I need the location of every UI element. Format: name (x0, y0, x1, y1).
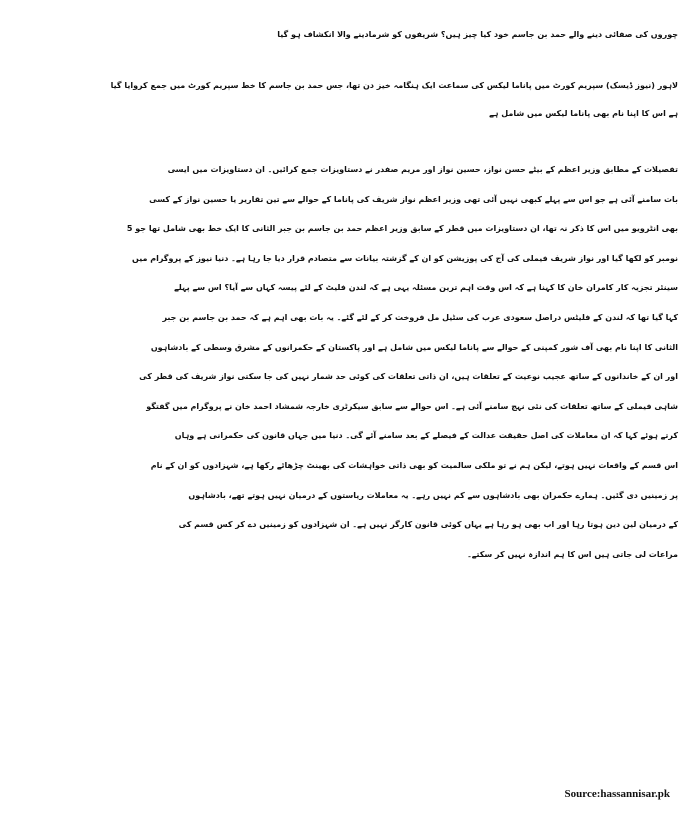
article-body (18, 155, 678, 569)
article-headline: چوروں کی صفائی دینے والے حمد بن جاسم خود کیا چیز ہیں؟ شریفوں کو شرمادینے والا انکشاف ہو گیا (277, 30, 678, 39)
body-line: شاہی فیملی کے ساتھ تعلقات کی نئی نہج سامنے آئی ہے۔ اس حوالے سے سابق سیکرٹری خارجہ شمشاد احمد خان نے پروگرام میں گفتگو (146, 401, 678, 411)
body-line: اس قسم کے واقعات نہیں ہوتے، لیکن ہم نے تو ملکی سالمیت کو بھی ذاتی خواہشات کی بھینٹ چڑھائے رکھا ہے، شہزادوں کو ان کے نام (150, 460, 678, 470)
body-line: تفصیلات کے مطابق وزیر اعظم کے بیٹے حسن نواز، حسین نواز اور مریم صفدر نے دستاویزات جمع کرائیں۔ ان دستاویزات میں ایسی (167, 165, 678, 174)
body-line: کرتے ہوئے کہا کہ ان معاملات کی اصل حقیقت عدالت کے فیصلے کے بعد سامنے آئے گی۔ دنیا میں جہاں قانون کی حکمرانی ہے وہاں (174, 431, 678, 441)
body-line: کے درمیان لین دین ہوتا رہا اور اب بھی ہو رہا ہے یہاں کوئی قانون کارگر نہیں ہے۔ ان شہزادوں کو زمینیں دے کر کس قسم کی (178, 520, 678, 530)
source-credit: Source:hassannisar.pk (564, 788, 670, 800)
body-line: بات سامنے آئی ہے جو اس سے پہلے کبھی نہیں آئی تھی وزیر اعظم نواز شریف کی پاناما کے حوالے سے تین تقاریر یا حسین نواز کے کسی (149, 194, 678, 204)
article (18, 0, 678, 569)
article-lead (18, 72, 678, 128)
body-line: نومبر کو لکھا گیا اور نواز شریف فیملی کی آج کی پوزیشن کو ان کے گزشتہ بیانات سے متصادم قرار دیا جا رہا ہے۔ دنیا نیوز کے پروگرام میں (132, 253, 678, 263)
body-line: اور ان کے خاندانوں کے ساتھ عجیب نوعیت کے تعلقات ہیں، ان ذاتی تعلقات کی کوئی حد شمار نہیں کی جا سکتی نواز شریف کی قطر کی (139, 372, 678, 382)
body-line: کہا گیا تھا کہ لندن کے فلیٹس دراصل سعودی عرب کی سٹیل مل فروخت کر کے لئے گئے۔ یہ بات بھی اہم ہے کہ حمد بن جاسم بن جبر (162, 312, 678, 322)
body-line: سینئر تجزیہ کار کامران خان کا کہنا ہے کہ اس وقت اہم ترین مسئلہ یہی ہے کہ لندن فلیٹ کے لئے پیسہ کہاں سے آیا؟ اس سے پہلے (174, 283, 678, 293)
body-line: پر زمینیں دی گئیں۔ ہمارے حکمران بھی بادشاہوں سے کم نہیں رہے۔ یہ معاملات ریاستوں کے درمیان نہیں ہوتے تھے، بادشاہوں (188, 490, 678, 500)
body-line: مراعات لی جاتی ہیں اس کا ہم اندازہ نہیں کر سکتے۔ (467, 549, 678, 559)
body-line: الثانی کا اپنا نام بھی آف شور کمپنی کے حوالے سے پاناما لیکس میں شامل ہے اور پاکستان کے حکمرانوں کے مشرق وسطی کے بادشاہوں (150, 342, 678, 352)
lead-line: لاہور (نیوز ڈیسک) سپریم کورٹ میں پاناما لیکس کی سماعت ایک ہنگامہ خیز دن تھا، جس حمد بن جاسم کا خط سپریم کورٹ میں جمع کروایا گیا (110, 81, 678, 90)
lead-line: ہے اس کا اپنا نام بھی پاناما لیکس میں شامل ہے (489, 109, 678, 118)
body-line: بھی انٹرویو میں اس کا ذکر نہ تھا، ان دستاویزات میں قطر کے سابق وزیر اعظم حمد بن جاسم بن جبر الثانی کا ایک خط بھی شامل تھا جو 5 (126, 224, 678, 234)
